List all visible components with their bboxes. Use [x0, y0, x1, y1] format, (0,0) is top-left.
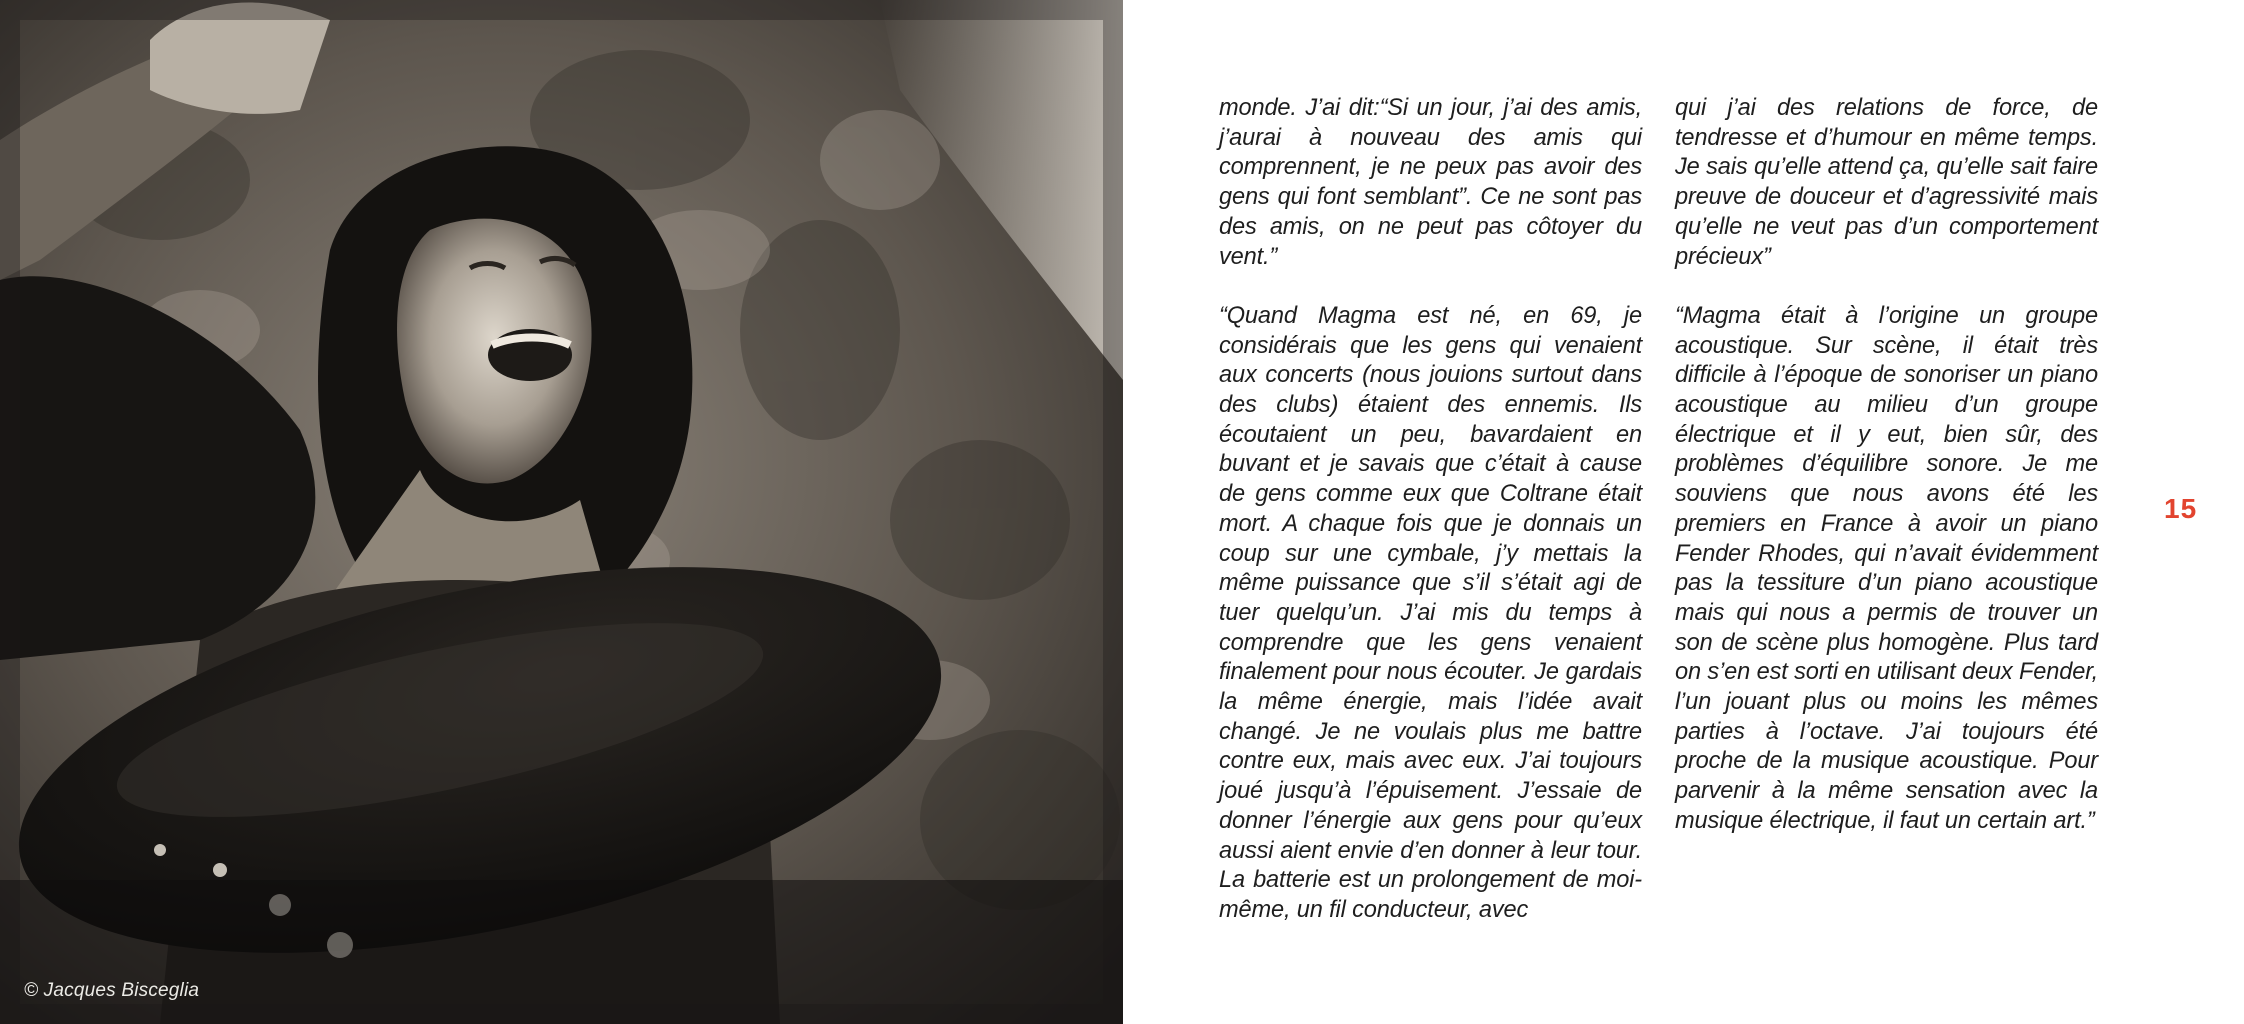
paragraph: qui j’ai des relations de force, de tendresse et d’humour en même temps. Je sais qu’elle attend ça, qu’elle sait faire preuve de douceur et d’agressivité mais qu’elle ne veut pas d’un comportement précieux”: [1675, 95, 2098, 270]
photo-credit: © Jacques Bisceglia: [24, 980, 200, 1001]
text-page: [1123, 0, 2244, 1024]
page-number: 15: [2164, 493, 2198, 524]
text-column-left: [1219, 94, 1642, 955]
text-column-right: [1675, 94, 2098, 866]
paragraph: “Quand Magma est né, en 69, je considérais que les gens qui venaient aux concerts (nous jouions surtout dans des clubs) étaient des ennemis. Ils écoutaient un peu, bavardaient en buvant et je savais que c’était à cause de gens comme eux que Coltrane était mort. A chaque fois que je donnais un coup sur une cymbale, j’y mettais la même puissance que s’il s’était agi de tuer quelqu’un. J’ai mis du temps à comprendre que les gens venaient finalement pour nous écouter. Je gardais la même énergie, mais l’idée avait changé. Je ne voulais plus me battre contre eux, mais avec eux. J’ai toujours joué jusqu’à l’épuisement. J’essaie de donner l’énergie aux gens pour qu’eux aussi aient envie d’en donner à leur tour. La batterie est un prolongement de moi-même, un fil conducteur, avec: [1219, 302, 1642, 923]
paragraph: monde. J’ai dit:“Si un jour, j’ai des amis, j’aurai à nouveau des amis qui comprennent, je ne peux pas avoir des gens qui font semblant”. Ce ne sont pas des amis, on ne peut pas côtoyer du vent.”: [1219, 95, 1642, 270]
paragraph: “Magma était à l’origine un groupe acoustique. Sur scène, il était très difficile à l’époque de sonoriser un piano acoustique au milieu d’un groupe électrique et il y eut, bien sûr, des problèmes d’équilibre sonore. Je me souviens que nous avons été les premiers en France à avoir un piano Fender Rhodes, qui n’avait évidemment pas la tessiture d’un piano acoustique mais qui nous a permis de trouver un son de scène plus homogène. Plus tard on s’en est sorti en utilisant deux Fender, l’un jouant plus ou moins les mêmes parties à l’octave. J’ai toujours été proche de la musique acoustique. Pour parvenir à la même sensation avec la musique électrique, il faut un certain art.”: [1675, 302, 2098, 834]
